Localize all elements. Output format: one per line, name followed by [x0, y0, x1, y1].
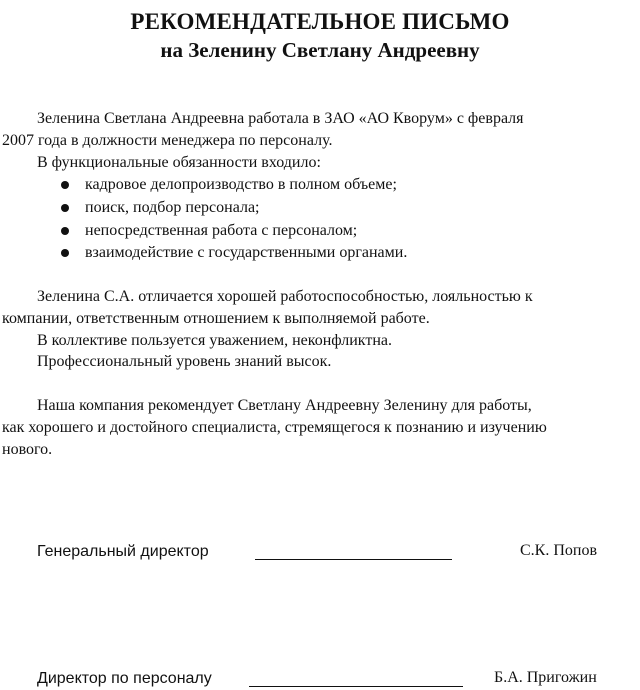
paragraph3-line1: Наша компания рекомендует Светлану Андреевну Зеленину для работы,: [37, 397, 532, 414]
duties-intro: В функциональные обязанности входило:: [37, 154, 321, 171]
paragraph2-line2: компании, ответственным отношением к выполняемой работе.: [2, 310, 430, 327]
paragraph2-line1: Зеленина С.А. отличается хорошей работоспособностью, лояльностью к: [37, 288, 533, 305]
bullet-icon: [61, 181, 69, 189]
letter-title: РЕКОМЕНДАТЕЛЬНОЕ ПИСЬМО: [130, 9, 510, 34]
duty-item: непосредственная работа с персоналом;: [85, 222, 358, 239]
paragraph2-line4: Профессиональный уровень знаний высок.: [37, 353, 332, 370]
bullet-icon: [61, 227, 69, 235]
signature-name: Б.А. Пригожин: [494, 669, 597, 686]
signature-line: [249, 686, 463, 687]
signature-name: С.К. Попов: [520, 542, 598, 559]
duty-item: кадровое делопроизводство в полном объеме;: [85, 176, 397, 193]
signature-position: Генеральный директор: [37, 543, 209, 560]
letter-subtitle: на Зеленину Светлану Андреевну: [160, 38, 480, 62]
bullet-icon: [61, 249, 69, 257]
paragraph2-line3: В коллективе пользуется уважением, неконфликтна.: [37, 332, 392, 349]
paragraph1-line2: 2007 года в должности менеджера по персоналу.: [2, 132, 333, 149]
duty-item: взаимодействие с государственными органами.: [85, 244, 408, 261]
signature-line: [255, 559, 452, 560]
paragraph1-line1: Зеленина Светлана Андреевна работала в ЗАО «АО Кворум» с февраля: [37, 110, 524, 127]
paragraph3-line2: как хорошего и достойного специалиста, стремящегося к познанию и изучению: [2, 419, 547, 436]
paragraph3-line3: нового.: [2, 441, 53, 458]
signature-position: Директор по персоналу: [37, 670, 212, 687]
duty-item: поиск, подбор персонала;: [85, 199, 260, 216]
bullet-icon: [61, 204, 69, 212]
